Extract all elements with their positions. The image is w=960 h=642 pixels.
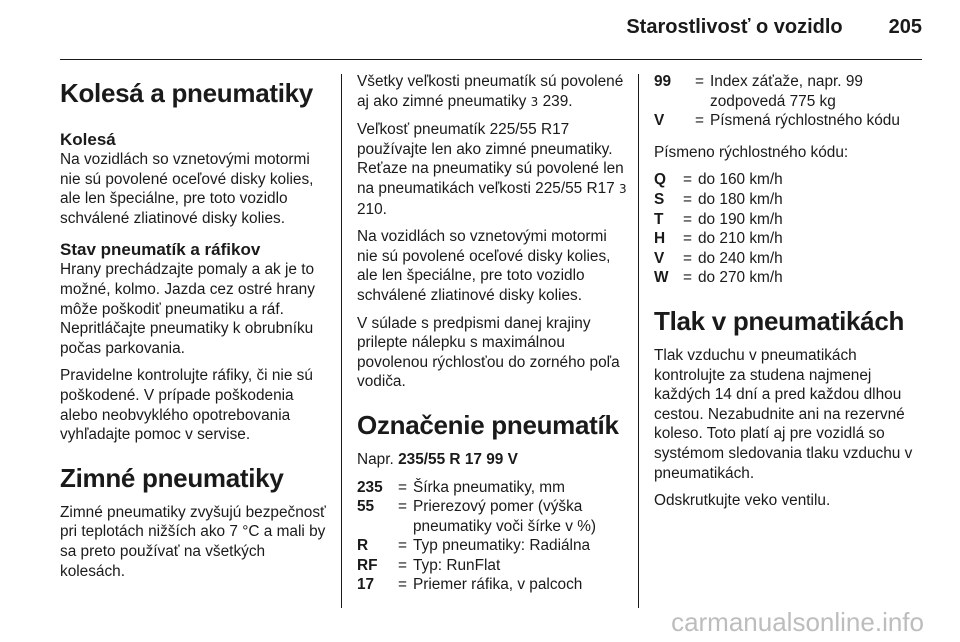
definition-row bbox=[654, 249, 783, 269]
speed-code-intro: Písmeno rýchlostného kódu: bbox=[654, 143, 849, 161]
definition-row bbox=[357, 575, 627, 595]
equals-sign: = bbox=[398, 576, 407, 594]
column-3 bbox=[654, 72, 924, 519]
equals-sign: = bbox=[398, 478, 407, 496]
section-winter-title: Zimné pneumatiky bbox=[60, 462, 284, 493]
definition-row bbox=[654, 170, 783, 190]
page-ref-link[interactable]: 239. bbox=[542, 92, 573, 110]
running-header bbox=[626, 16, 922, 39]
column-divider-2 bbox=[638, 74, 639, 608]
definition-row bbox=[654, 210, 783, 230]
tire-sizes-paragraph: Všetky veľkosti pneumatík sú povolené aj ako zimné pneumatiky 3 239. bbox=[357, 73, 624, 110]
definition-row bbox=[357, 536, 627, 556]
equals-sign: = bbox=[695, 73, 704, 90]
column-2 bbox=[357, 72, 627, 603]
watermark: carmanualsonline.info bbox=[671, 607, 924, 637]
speed-code-table bbox=[654, 170, 783, 288]
equals-sign: = bbox=[695, 112, 704, 130]
definition-value: do 180 km/h bbox=[698, 190, 783, 208]
header-rule bbox=[60, 59, 922, 60]
definition-value: do 160 km/h bbox=[698, 171, 783, 189]
definition-row bbox=[654, 229, 783, 249]
page-ref-link[interactable]: 210. bbox=[357, 200, 387, 218]
header-title: Starostlivosť o vozidlo bbox=[626, 16, 843, 38]
page-number: 205 bbox=[888, 16, 922, 38]
speed-sticker-paragraph: V súlade s predpismi danej krajiny prilepte nálepku s maximálnou povolenou rýchlosťou do zorného poľa vodiča. bbox=[357, 314, 620, 391]
equals-sign: = bbox=[683, 190, 692, 208]
definition-row bbox=[357, 556, 627, 576]
definition-key: R bbox=[357, 537, 369, 555]
definition-key: RF bbox=[357, 556, 378, 574]
equals-sign: = bbox=[683, 210, 692, 228]
definition-key: V bbox=[654, 249, 665, 267]
column-1 bbox=[60, 72, 330, 589]
definition-value: Index záťaže, napr. 99 zodpovedá 775 kg bbox=[710, 73, 863, 110]
definition-value: Písmená rýchlostného kódu bbox=[710, 112, 900, 130]
definition-value: do 270 km/h bbox=[698, 269, 783, 287]
definition-key: T bbox=[654, 210, 664, 228]
equals-sign: = bbox=[683, 171, 692, 189]
section-condition-title: Stav pneumatík a ráfikov bbox=[60, 240, 261, 260]
equals-sign: = bbox=[683, 230, 692, 248]
main-title: Kolesá a pneumatiky bbox=[60, 78, 313, 108]
definition-key: 99 bbox=[654, 73, 672, 90]
section-wheels-text: Na vozidlách so vznetovými motormi nie sú povolené oceľové disky kolies, ale len špeciálne, pre toto vozidlo schválené zliatinové disky kolies. bbox=[60, 151, 314, 227]
definition-key: 235 bbox=[357, 478, 383, 496]
definition-value: Prierezový pomer (výška pneumatiky voči šírke v %) bbox=[413, 498, 597, 535]
definition-key: 55 bbox=[357, 498, 375, 516]
section-designation-title: Označenie pneumatík bbox=[357, 409, 619, 440]
column-divider-1 bbox=[341, 74, 342, 608]
definition-value: do 240 km/h bbox=[698, 249, 783, 267]
definition-row bbox=[654, 72, 924, 111]
pressure-paragraph-1: Tlak vzduchu v pneumatikách kontrolujte za studena najmenej každých 14 dní a pred každou dlhou cestou. Nezabudnite ani na rezervné koleso. Toto platí aj pre vozidlá so systémom sledovania tlaku vzduchu v pneumatikách. bbox=[654, 346, 913, 482]
equals-sign: = bbox=[398, 556, 407, 574]
designation-example: Napr. 235/55 R 17 99 V bbox=[357, 450, 518, 468]
definition-key: S bbox=[654, 190, 665, 208]
section-winter-text: Zimné pneumatiky zvyšujú bezpečnosť pri teplotách nižších ako 7 °C a mali by sa preto používať na všetkých kolesách. bbox=[60, 503, 326, 580]
section-pressure-title: Tlak v pneumatikách bbox=[654, 305, 905, 336]
section-condition-p2: Pravidelne kontrolujte ráfiky, či nie sú poškodené. V prípade poškodenia alebo neobvyklého opotrebovania vyhľadajte pomoc v servise. bbox=[60, 367, 313, 444]
definition-key: 17 bbox=[357, 576, 375, 594]
definition-key: H bbox=[654, 230, 666, 248]
definition-row bbox=[357, 497, 627, 536]
definition-value: Šírka pneumatiky, mm bbox=[413, 478, 565, 496]
page-ref-arrow-icon: 3 bbox=[530, 94, 539, 109]
definition-value: do 190 km/h bbox=[698, 210, 783, 228]
definition-row bbox=[654, 190, 783, 210]
designation-definitions-cont bbox=[654, 72, 924, 131]
definition-value: do 210 km/h bbox=[698, 230, 783, 248]
designation-definitions bbox=[357, 478, 627, 596]
equals-sign: = bbox=[683, 269, 692, 287]
definition-value: Priemer ráfika, v palcoch bbox=[413, 576, 583, 594]
definition-row bbox=[654, 268, 783, 288]
section-condition-p1: Hrany prechádzajte pomaly a ak je to možné, kolmo. Jazda cez ostré hrany môže poškodiť pneumatiku a ráf. Nepritláčajte pneumatiky k obrubníku počas parkovania. bbox=[60, 261, 315, 357]
pressure-paragraph-2: Odskrutkujte veko ventilu. bbox=[654, 492, 831, 510]
definition-key: V bbox=[654, 112, 665, 130]
equals-sign: = bbox=[683, 249, 692, 267]
definition-key: W bbox=[654, 269, 669, 287]
equals-sign: = bbox=[398, 537, 407, 555]
definition-row bbox=[357, 478, 627, 498]
section-wheels-title: Kolesá bbox=[60, 130, 116, 149]
page-ref-arrow-icon: 3 bbox=[619, 181, 627, 196]
equals-sign: = bbox=[398, 498, 407, 516]
definition-key: Q bbox=[654, 171, 666, 189]
definition-row bbox=[654, 111, 924, 131]
diesel-wheels-paragraph: Na vozidlách so vznetovými motormi nie sú povolené oceľové disky kolies, ale len špeciálne, pre toto vozidlo schválené zliatinové disky kolies. bbox=[357, 228, 611, 304]
definition-value: Typ pneumatiky: Radiálna bbox=[413, 537, 591, 555]
definition-value: Typ: RunFlat bbox=[413, 556, 501, 574]
winter-size-paragraph: Veľkosť pneumatík 225/55 R17 používajte len ako zimné pneumatiky. Reťaze na pneumatiky sú povolené len na pneumatikách veľkosti 225/55 R17 3 210. bbox=[357, 121, 627, 218]
